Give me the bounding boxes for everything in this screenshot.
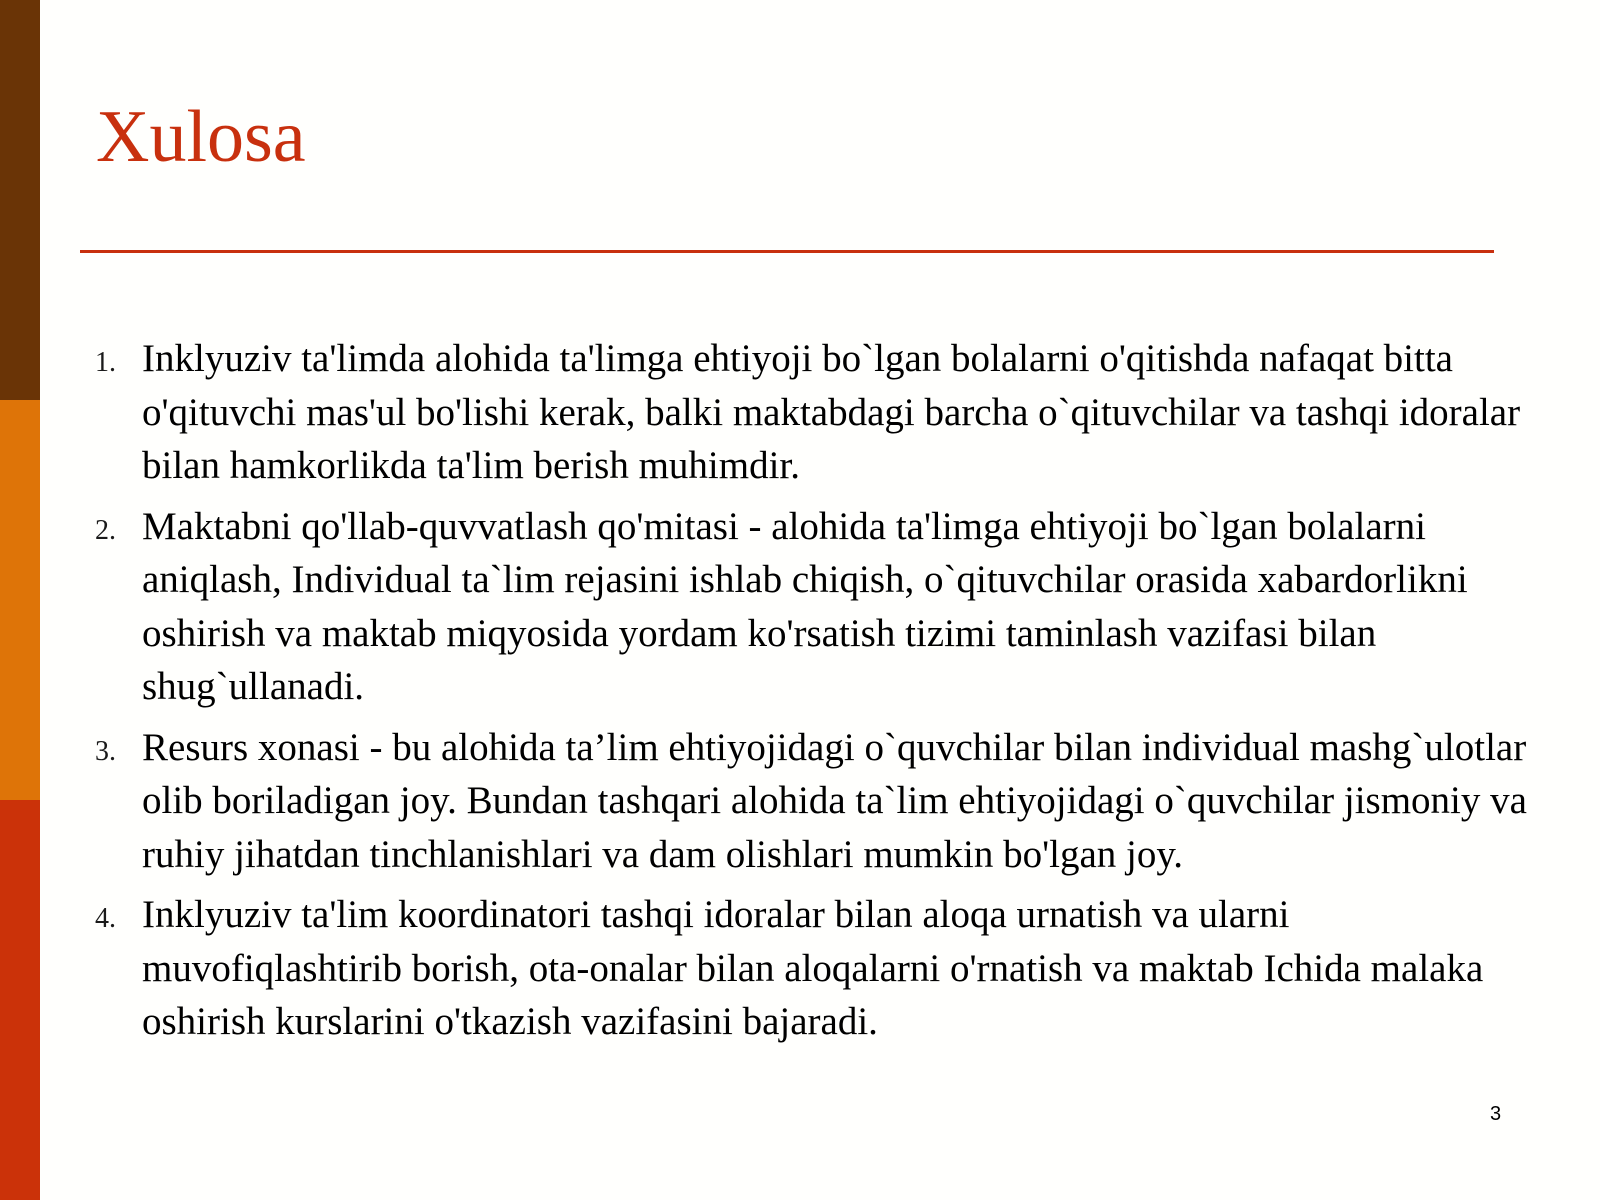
- sidebar-band-bottom: [0, 800, 40, 1200]
- list-item: [90, 888, 1530, 1049]
- list-item: [90, 500, 1530, 714]
- sidebar-band-top: [0, 0, 40, 400]
- list-item-number: 3.: [95, 735, 116, 767]
- list-item-number: 2.: [95, 514, 116, 546]
- page-number: 3: [1490, 1103, 1502, 1125]
- title-divider: [80, 250, 1494, 253]
- list-item-text: Maktabni qo'llab-quvvatlash qo'mitasi - alohida ta'limga ehtiyoji bo`lgan bolalarni aniqlash, Individual ta`lim rejasini ishlab chiqish, o`qituvchilar orasida xabardorlikni oshirish va maktab miqyosida yordam ko'rsatish tizimi taminlash vazifasi bilan shug`ullanadi.: [142, 504, 1468, 708]
- list-item-text: Resurs xonasi - bu alohida ta’lim ehtiyojidagi o`quvchilar bilan individual mashg`ulotlar olib boriladigan joy. Bundan tashqari alohida ta`lim ehtiyojidagi o`quvchilar jismoniy va ruhiy jihatdan tinchlanishlari va dam olishlari mumkin bo'lgan joy.: [142, 725, 1527, 876]
- slide-title: Xulosa: [96, 96, 306, 178]
- conclusion-list: [90, 332, 1530, 1056]
- sidebar-band-middle: [0, 400, 40, 800]
- list-item-text: Inklyuziv ta'lim koordinatori tashqi idoralar bilan aloqa urnatish va ularni muvofiqlashtirib borish, ota-onalar bilan aloqalarni o'rnatish va maktab Ichida malaka oshirish kurslarini o'tkazish vazifasini bajaradi.: [142, 893, 1484, 1043]
- list-item-number: 4.: [95, 903, 116, 934]
- list-item: [90, 332, 1530, 493]
- list-item: [90, 721, 1530, 882]
- list-item-number: 1.: [95, 347, 116, 378]
- list-item-text: Inklyuziv ta'limda alohida ta'limga ehtiyoji bo`lgan bolalarni o'qitishda nafaqat bitta o'qituvchi mas'ul bo'lishi kerak, balki maktabdagi barcha o`qituvchilar va tashqi idoralar bilan hamkorlikda ta'lim berish muhimdir.: [142, 337, 1521, 487]
